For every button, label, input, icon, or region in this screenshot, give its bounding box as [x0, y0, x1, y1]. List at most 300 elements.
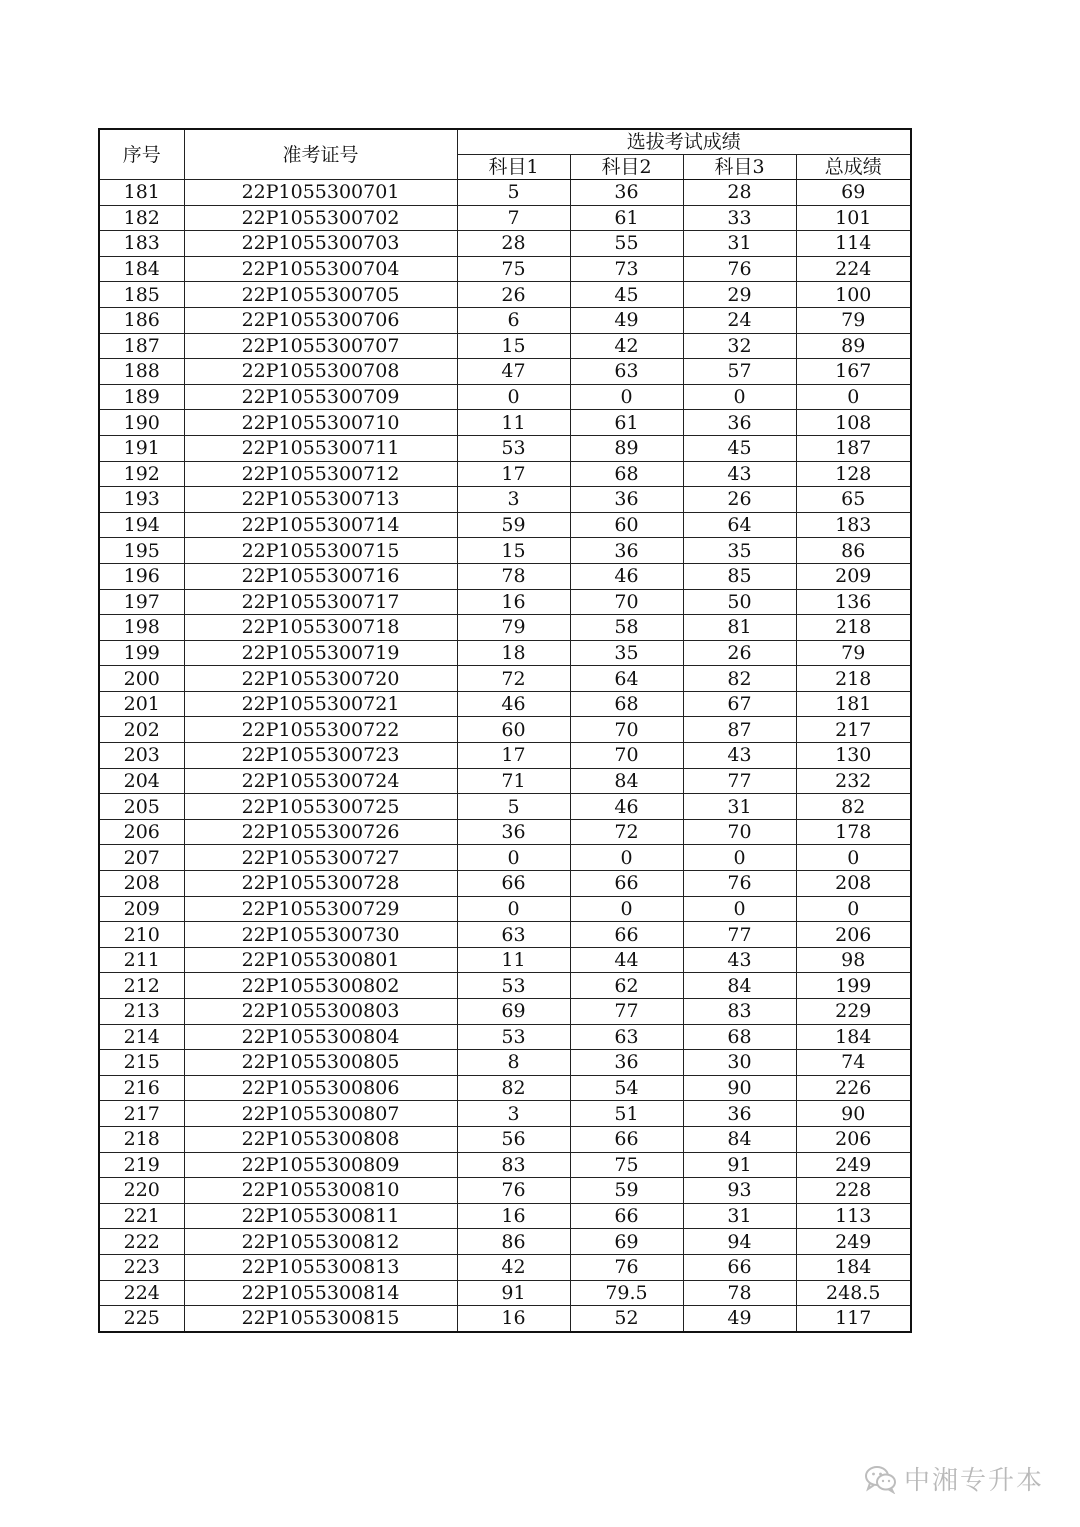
cell-subject-1: 53: [457, 1024, 570, 1050]
cell-index: 208: [99, 871, 184, 897]
header-index: 序号: [99, 129, 184, 180]
cell-index: 183: [99, 231, 184, 257]
cell-subject-3: 87: [683, 717, 796, 743]
cell-subject-1: 7: [457, 205, 570, 231]
cell-total: 130: [796, 743, 911, 769]
cell-subject-1: 6: [457, 307, 570, 333]
cell-total: 108: [796, 410, 911, 436]
cell-index: 194: [99, 512, 184, 538]
cell-index: 225: [99, 1306, 184, 1332]
cell-index: 221: [99, 1203, 184, 1229]
cell-exam-id: 22P1055300814: [184, 1280, 457, 1306]
table-row: [99, 512, 911, 538]
cell-subject-1: 72: [457, 666, 570, 692]
cell-subject-2: 77: [570, 999, 683, 1025]
cell-subject-3: 84: [683, 1126, 796, 1152]
cell-total: 184: [796, 1254, 911, 1280]
cell-total: 86: [796, 538, 911, 564]
cell-subject-2: 42: [570, 333, 683, 359]
cell-subject-1: 69: [457, 999, 570, 1025]
cell-exam-id: 22P1055300701: [184, 180, 457, 206]
cell-subject-2: 51: [570, 1101, 683, 1127]
table-row: [99, 947, 911, 973]
cell-subject-3: 36: [683, 1101, 796, 1127]
cell-subject-1: 16: [457, 1203, 570, 1229]
table-row: [99, 410, 911, 436]
cell-subject-1: 16: [457, 1306, 570, 1332]
cell-total: 65: [796, 487, 911, 513]
table-row: [99, 845, 911, 871]
cell-subject-1: 53: [457, 435, 570, 461]
cell-subject-3: 91: [683, 1152, 796, 1178]
cell-subject-1: 11: [457, 410, 570, 436]
cell-index: 191: [99, 435, 184, 461]
header-subject-1: 科目1: [457, 155, 570, 180]
cell-total: 74: [796, 1050, 911, 1076]
cell-subject-1: 15: [457, 538, 570, 564]
cell-index: 214: [99, 1024, 184, 1050]
table-row: [99, 256, 911, 282]
cell-subject-2: 62: [570, 973, 683, 999]
cell-index: 203: [99, 743, 184, 769]
cell-subject-3: 43: [683, 461, 796, 487]
cell-subject-3: 26: [683, 487, 796, 513]
cell-exam-id: 22P1055300802: [184, 973, 457, 999]
table-row: [99, 1024, 911, 1050]
cell-exam-id: 22P1055300811: [184, 1203, 457, 1229]
cell-subject-2: 45: [570, 282, 683, 308]
cell-total: 167: [796, 359, 911, 385]
cell-total: 178: [796, 819, 911, 845]
cell-subject-3: 43: [683, 743, 796, 769]
cell-index: 188: [99, 359, 184, 385]
cell-subject-2: 89: [570, 435, 683, 461]
cell-subject-2: 68: [570, 461, 683, 487]
cell-subject-1: 91: [457, 1280, 570, 1306]
table-row: [99, 768, 911, 794]
cell-subject-3: 31: [683, 1203, 796, 1229]
cell-index: 209: [99, 896, 184, 922]
cell-total: 208: [796, 871, 911, 897]
cell-total: 181: [796, 691, 911, 717]
cell-index: 218: [99, 1126, 184, 1152]
table-row: [99, 999, 911, 1025]
cell-subject-3: 70: [683, 819, 796, 845]
cell-subject-1: 59: [457, 512, 570, 538]
table-row: [99, 435, 911, 461]
table-row: [99, 180, 911, 206]
cell-index: 212: [99, 973, 184, 999]
table-row: [99, 871, 911, 897]
cell-index: 186: [99, 307, 184, 333]
cell-exam-id: 22P1055300803: [184, 999, 457, 1025]
cell-total: 136: [796, 589, 911, 615]
cell-subject-1: 47: [457, 359, 570, 385]
cell-subject-2: 61: [570, 410, 683, 436]
cell-index: 220: [99, 1178, 184, 1204]
cell-subject-3: 50: [683, 589, 796, 615]
cell-subject-2: 54: [570, 1075, 683, 1101]
cell-total: 89: [796, 333, 911, 359]
header-total: 总成绩: [796, 155, 911, 180]
cell-subject-2: 73: [570, 256, 683, 282]
cell-exam-id: 22P1055300716: [184, 563, 457, 589]
table-row: [99, 1075, 911, 1101]
score-table: [98, 128, 912, 1333]
table-row: [99, 333, 911, 359]
cell-subject-2: 66: [570, 1203, 683, 1229]
cell-index: 189: [99, 384, 184, 410]
cell-subject-1: 0: [457, 896, 570, 922]
cell-subject-1: 75: [457, 256, 570, 282]
cell-exam-id: 22P1055300725: [184, 794, 457, 820]
cell-total: 0: [796, 845, 911, 871]
table-row: [99, 1280, 911, 1306]
cell-total: 101: [796, 205, 911, 231]
cell-exam-id: 22P1055300723: [184, 743, 457, 769]
cell-index: 182: [99, 205, 184, 231]
table-row: [99, 896, 911, 922]
cell-subject-1: 78: [457, 563, 570, 589]
cell-exam-id: 22P1055300729: [184, 896, 457, 922]
cell-subject-2: 44: [570, 947, 683, 973]
cell-total: 187: [796, 435, 911, 461]
cell-subject-2: 72: [570, 819, 683, 845]
cell-subject-1: 3: [457, 487, 570, 513]
cell-index: 217: [99, 1101, 184, 1127]
cell-exam-id: 22P1055300711: [184, 435, 457, 461]
cell-total: 218: [796, 666, 911, 692]
header-score-group: 选拔考试成绩: [457, 129, 911, 155]
table-row: [99, 922, 911, 948]
cell-subject-3: 81: [683, 615, 796, 641]
cell-index: 216: [99, 1075, 184, 1101]
cell-total: 249: [796, 1229, 911, 1255]
table-row: [99, 563, 911, 589]
cell-subject-2: 70: [570, 589, 683, 615]
cell-subject-3: 82: [683, 666, 796, 692]
cell-total: 183: [796, 512, 911, 538]
cell-subject-3: 29: [683, 282, 796, 308]
cell-subject-2: 59: [570, 1178, 683, 1204]
cell-subject-2: 52: [570, 1306, 683, 1332]
cell-subject-2: 70: [570, 717, 683, 743]
table-row: [99, 307, 911, 333]
cell-total: 79: [796, 307, 911, 333]
cell-index: 192: [99, 461, 184, 487]
table-row: [99, 691, 911, 717]
cell-exam-id: 22P1055300724: [184, 768, 457, 794]
cell-exam-id: 22P1055300719: [184, 640, 457, 666]
cell-total: 0: [796, 896, 911, 922]
cell-subject-3: 85: [683, 563, 796, 589]
cell-subject-1: 56: [457, 1126, 570, 1152]
cell-subject-1: 17: [457, 461, 570, 487]
cell-exam-id: 22P1055300709: [184, 384, 457, 410]
cell-exam-id: 22P1055300805: [184, 1050, 457, 1076]
cell-index: 196: [99, 563, 184, 589]
cell-exam-id: 22P1055300708: [184, 359, 457, 385]
cell-total: 114: [796, 231, 911, 257]
table-row: [99, 1229, 911, 1255]
cell-subject-2: 46: [570, 794, 683, 820]
cell-total: 117: [796, 1306, 911, 1332]
table-row: [99, 717, 911, 743]
table-row: [99, 461, 911, 487]
cell-subject-3: 31: [683, 231, 796, 257]
cell-subject-2: 66: [570, 1126, 683, 1152]
cell-subject-3: 28: [683, 180, 796, 206]
cell-subject-1: 60: [457, 717, 570, 743]
cell-exam-id: 22P1055300720: [184, 666, 457, 692]
cell-subject-3: 35: [683, 538, 796, 564]
cell-exam-id: 22P1055300718: [184, 615, 457, 641]
table-row: [99, 589, 911, 615]
table-row: [99, 1126, 911, 1152]
cell-subject-1: 71: [457, 768, 570, 794]
cell-exam-id: 22P1055300721: [184, 691, 457, 717]
cell-subject-3: 68: [683, 1024, 796, 1050]
cell-index: 199: [99, 640, 184, 666]
cell-total: 113: [796, 1203, 911, 1229]
cell-subject-2: 64: [570, 666, 683, 692]
cell-subject-1: 63: [457, 922, 570, 948]
cell-exam-id: 22P1055300808: [184, 1126, 457, 1152]
cell-subject-1: 15: [457, 333, 570, 359]
table-row: [99, 615, 911, 641]
cell-subject-2: 76: [570, 1254, 683, 1280]
cell-subject-3: 76: [683, 256, 796, 282]
header-exam-id: 准考证号: [184, 129, 457, 180]
cell-total: 249: [796, 1152, 911, 1178]
table-header: [99, 129, 911, 180]
cell-subject-3: 32: [683, 333, 796, 359]
cell-subject-1: 11: [457, 947, 570, 973]
cell-exam-id: 22P1055300712: [184, 461, 457, 487]
cell-subject-2: 61: [570, 205, 683, 231]
cell-total: 224: [796, 256, 911, 282]
cell-subject-2: 70: [570, 743, 683, 769]
cell-total: 226: [796, 1075, 911, 1101]
table-row: [99, 1203, 911, 1229]
cell-total: 206: [796, 922, 911, 948]
header-subject-2: 科目2: [570, 155, 683, 180]
table-row: [99, 231, 911, 257]
cell-exam-id: 22P1055300705: [184, 282, 457, 308]
header-subject-3: 科目3: [683, 155, 796, 180]
cell-subject-1: 8: [457, 1050, 570, 1076]
wechat-icon: [864, 1464, 898, 1494]
cell-subject-3: 0: [683, 896, 796, 922]
cell-subject-2: 84: [570, 768, 683, 794]
cell-subject-3: 78: [683, 1280, 796, 1306]
cell-subject-3: 66: [683, 1254, 796, 1280]
cell-subject-3: 0: [683, 845, 796, 871]
cell-subject-1: 86: [457, 1229, 570, 1255]
cell-subject-1: 17: [457, 743, 570, 769]
cell-subject-3: 90: [683, 1075, 796, 1101]
cell-subject-3: 77: [683, 768, 796, 794]
cell-index: 215: [99, 1050, 184, 1076]
cell-index: 181: [99, 180, 184, 206]
cell-exam-id: 22P1055300722: [184, 717, 457, 743]
cell-total: 98: [796, 947, 911, 973]
cell-total: 199: [796, 973, 911, 999]
cell-exam-id: 22P1055300804: [184, 1024, 457, 1050]
cell-total: 229: [796, 999, 911, 1025]
table-row: [99, 973, 911, 999]
cell-subject-3: 45: [683, 435, 796, 461]
table-row: [99, 640, 911, 666]
cell-subject-2: 36: [570, 180, 683, 206]
cell-total: 128: [796, 461, 911, 487]
cell-subject-1: 28: [457, 231, 570, 257]
table-row: [99, 666, 911, 692]
cell-subject-1: 53: [457, 973, 570, 999]
table-row: [99, 794, 911, 820]
cell-subject-3: 43: [683, 947, 796, 973]
cell-subject-1: 36: [457, 819, 570, 845]
cell-exam-id: 22P1055300807: [184, 1101, 457, 1127]
cell-subject-1: 46: [457, 691, 570, 717]
cell-subject-3: 94: [683, 1229, 796, 1255]
cell-total: 217: [796, 717, 911, 743]
cell-exam-id: 22P1055300810: [184, 1178, 457, 1204]
table-row: [99, 1254, 911, 1280]
cell-total: 184: [796, 1024, 911, 1050]
cell-subject-3: 93: [683, 1178, 796, 1204]
table-row: [99, 538, 911, 564]
cell-index: 219: [99, 1152, 184, 1178]
cell-subject-2: 0: [570, 896, 683, 922]
cell-exam-id: 22P1055300702: [184, 205, 457, 231]
cell-total: 69: [796, 180, 911, 206]
cell-total: 232: [796, 768, 911, 794]
cell-exam-id: 22P1055300812: [184, 1229, 457, 1255]
cell-subject-3: 30: [683, 1050, 796, 1076]
cell-subject-3: 57: [683, 359, 796, 385]
cell-subject-2: 66: [570, 922, 683, 948]
cell-total: 0: [796, 384, 911, 410]
cell-subject-3: 84: [683, 973, 796, 999]
cell-index: 202: [99, 717, 184, 743]
cell-total: 82: [796, 794, 911, 820]
cell-exam-id: 22P1055300809: [184, 1152, 457, 1178]
cell-index: 201: [99, 691, 184, 717]
table-row: [99, 1178, 911, 1204]
cell-subject-3: 26: [683, 640, 796, 666]
table-row: [99, 1152, 911, 1178]
cell-subject-1: 26: [457, 282, 570, 308]
cell-subject-1: 66: [457, 871, 570, 897]
cell-subject-2: 36: [570, 538, 683, 564]
cell-index: 200: [99, 666, 184, 692]
cell-subject-3: 0: [683, 384, 796, 410]
cell-subject-2: 60: [570, 512, 683, 538]
cell-subject-3: 36: [683, 410, 796, 436]
cell-subject-2: 66: [570, 871, 683, 897]
cell-index: 204: [99, 768, 184, 794]
cell-total: 209: [796, 563, 911, 589]
cell-total: 90: [796, 1101, 911, 1127]
cell-exam-id: 22P1055300726: [184, 819, 457, 845]
cell-subject-2: 0: [570, 845, 683, 871]
cell-subject-2: 49: [570, 307, 683, 333]
cell-subject-1: 0: [457, 384, 570, 410]
cell-total: 100: [796, 282, 911, 308]
cell-index: 185: [99, 282, 184, 308]
cell-index: 224: [99, 1280, 184, 1306]
cell-index: 198: [99, 615, 184, 641]
cell-subject-2: 79.5: [570, 1280, 683, 1306]
cell-exam-id: 22P1055300728: [184, 871, 457, 897]
cell-subject-1: 3: [457, 1101, 570, 1127]
table-row: [99, 205, 911, 231]
cell-subject-1: 83: [457, 1152, 570, 1178]
cell-total: 248.5: [796, 1280, 911, 1306]
cell-subject-3: 83: [683, 999, 796, 1025]
cell-subject-2: 55: [570, 231, 683, 257]
cell-index: 207: [99, 845, 184, 871]
cell-subject-3: 77: [683, 922, 796, 948]
cell-subject-2: 36: [570, 487, 683, 513]
watermark: [864, 1460, 1044, 1497]
cell-subject-2: 69: [570, 1229, 683, 1255]
cell-exam-id: 22P1055300704: [184, 256, 457, 282]
cell-subject-1: 0: [457, 845, 570, 871]
cell-exam-id: 22P1055300715: [184, 538, 457, 564]
cell-subject-1: 5: [457, 180, 570, 206]
cell-subject-3: 76: [683, 871, 796, 897]
cell-exam-id: 22P1055300706: [184, 307, 457, 333]
cell-exam-id: 22P1055300815: [184, 1306, 457, 1332]
cell-index: 187: [99, 333, 184, 359]
cell-subject-2: 58: [570, 615, 683, 641]
table-row: [99, 1101, 911, 1127]
cell-subject-2: 46: [570, 563, 683, 589]
cell-exam-id: 22P1055300730: [184, 922, 457, 948]
cell-total: 218: [796, 615, 911, 641]
cell-subject-1: 76: [457, 1178, 570, 1204]
table-row: [99, 743, 911, 769]
cell-exam-id: 22P1055300727: [184, 845, 457, 871]
table-row: [99, 1306, 911, 1332]
cell-subject-1: 5: [457, 794, 570, 820]
table-row: [99, 359, 911, 385]
cell-subject-3: 33: [683, 205, 796, 231]
cell-index: 210: [99, 922, 184, 948]
cell-index: 184: [99, 256, 184, 282]
cell-subject-2: 36: [570, 1050, 683, 1076]
cell-exam-id: 22P1055300707: [184, 333, 457, 359]
cell-exam-id: 22P1055300710: [184, 410, 457, 436]
cell-subject-1: 79: [457, 615, 570, 641]
cell-subject-3: 64: [683, 512, 796, 538]
cell-total: 206: [796, 1126, 911, 1152]
cell-exam-id: 22P1055300813: [184, 1254, 457, 1280]
cell-exam-id: 22P1055300806: [184, 1075, 457, 1101]
cell-subject-3: 31: [683, 794, 796, 820]
cell-total: 79: [796, 640, 911, 666]
cell-subject-3: 24: [683, 307, 796, 333]
table-row: [99, 487, 911, 513]
cell-index: 190: [99, 410, 184, 436]
cell-index: 211: [99, 947, 184, 973]
cell-exam-id: 22P1055300801: [184, 947, 457, 973]
cell-exam-id: 22P1055300713: [184, 487, 457, 513]
cell-exam-id: 22P1055300703: [184, 231, 457, 257]
cell-index: 213: [99, 999, 184, 1025]
